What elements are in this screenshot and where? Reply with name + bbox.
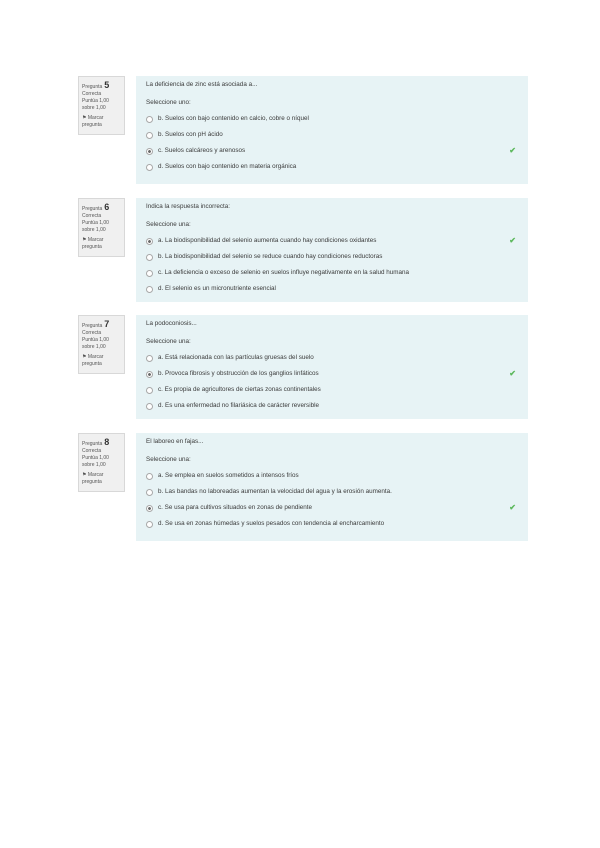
answer-option-label: d. El selenio es un micronutriente esencial <box>158 285 276 292</box>
question-content <box>136 433 528 541</box>
answer-option-label: a. La biodisponibilidad del selenio aumenta cuando hay condiciones oxidantes <box>158 237 377 244</box>
radio-button[interactable] <box>146 148 153 155</box>
answer-option[interactable] <box>146 366 520 382</box>
radio-button[interactable] <box>146 270 153 277</box>
checkmark-icon: ✔ <box>509 503 516 512</box>
question-status: Correcta <box>82 330 102 336</box>
question-text: La deficiencia de zinc está asociada a... <box>146 81 258 88</box>
answer-option-label: b. Las bandas no laboreadas aumentan la velocidad del agua y la erosión aumenta. <box>158 488 392 495</box>
radio-button[interactable] <box>146 371 153 378</box>
question-score-max: sobre 1,00 <box>82 227 106 233</box>
answer-option-label: c. Es propia de agricultores de ciertas zonas continentales <box>158 386 321 393</box>
question-content <box>136 76 528 184</box>
answer-option[interactable] <box>146 484 520 500</box>
answer-option[interactable] <box>146 382 520 398</box>
answer-option[interactable] <box>146 265 520 281</box>
flag-icon: ⚑ <box>82 237 88 243</box>
question-score: Puntúa 1,00 <box>82 220 109 226</box>
answer-prompt: Seleccione uno: <box>146 99 191 106</box>
question-text: La podoconiosis... <box>146 320 197 327</box>
answer-option[interactable] <box>146 516 520 532</box>
answer-option[interactable] <box>146 398 520 414</box>
question-label: Pregunta <box>82 84 103 90</box>
answer-prompt: Seleccione una: <box>146 456 191 463</box>
question-label: Pregunta <box>82 206 103 212</box>
question-info <box>78 315 125 374</box>
answer-prompt: Seleccione una: <box>146 338 191 345</box>
question-number: 7 <box>104 319 110 329</box>
answer-option[interactable] <box>146 249 520 265</box>
question-score: Puntúa 1,00 <box>82 455 109 461</box>
answer-option-label: d. Es una enfermedad no filariásica de carácter reversible <box>158 402 320 409</box>
radio-button[interactable] <box>146 473 153 480</box>
question-number: 6 <box>104 202 110 212</box>
answer-option[interactable] <box>146 111 520 127</box>
question-info <box>78 433 125 492</box>
radio-button[interactable] <box>146 286 153 293</box>
radio-button[interactable] <box>146 355 153 362</box>
answer-option-label: d. Se usa en zonas húmedas y suelos pesados con tendencia al encharcamiento <box>158 520 385 527</box>
checkmark-icon: ✔ <box>509 369 516 378</box>
question-number: 8 <box>104 437 110 447</box>
answer-option[interactable] <box>146 468 520 484</box>
answer-prompt: Seleccione una: <box>146 221 191 228</box>
answer-option-label: c. Se usa para cultivos situados en zonas de pendiente <box>158 504 313 511</box>
question-text: Indica la respuesta incorrecta: <box>146 203 231 210</box>
flag-question-link[interactable]: ⚑ Marcar pregunta <box>82 354 104 367</box>
answer-option[interactable] <box>146 127 520 143</box>
question-text: El laboreo en fajas... <box>146 438 204 445</box>
question-label: Pregunta <box>82 441 103 447</box>
question-info <box>78 198 125 257</box>
radio-button[interactable] <box>146 164 153 171</box>
answer-option[interactable] <box>146 233 520 249</box>
question-info <box>78 76 125 135</box>
answer-option-label: a. Se emplea en suelos sometidos a intensos fríos <box>158 472 299 479</box>
question-number: 5 <box>104 80 110 90</box>
question-content <box>136 198 528 302</box>
question-status: Correcta <box>82 213 102 219</box>
radio-button[interactable] <box>146 238 153 245</box>
radio-button[interactable] <box>146 254 153 261</box>
question-status: Correcta <box>82 91 102 97</box>
question-score-max: sobre 1,00 <box>82 462 106 468</box>
answer-option[interactable] <box>146 500 520 516</box>
answer-option-label: c. La deficiencia o exceso de selenio en suelos influye negativamente en la salud humana <box>158 269 409 276</box>
flag-question-link[interactable]: ⚑ Marcar pregunta <box>82 115 104 128</box>
answer-option-label: b. Suelos con pH ácido <box>158 131 223 138</box>
answer-option[interactable] <box>146 281 520 297</box>
radio-button[interactable] <box>146 387 153 394</box>
question-score: Puntúa 1,00 <box>82 98 109 104</box>
answer-option-label: b. Suelos con bajo contenido en calcio, cobre o níquel <box>158 115 309 122</box>
answer-option[interactable] <box>146 159 520 175</box>
radio-button[interactable] <box>146 403 153 410</box>
answer-option-label: d. Suelos con bajo contenido en materia orgánica <box>158 163 297 170</box>
radio-button[interactable] <box>146 521 153 528</box>
answer-option-label: a. Está relacionada con las partículas gruesas del suelo <box>158 354 314 361</box>
flag-icon: ⚑ <box>82 354 88 360</box>
radio-button[interactable] <box>146 489 153 496</box>
question-content <box>136 315 528 419</box>
answer-option-label: b. La biodisponibilidad del selenio se reduce cuando hay condiciones reductoras <box>158 253 383 260</box>
question-label: Pregunta <box>82 323 103 329</box>
question-score-max: sobre 1,00 <box>82 344 106 350</box>
flag-question-link[interactable]: ⚑ Marcar pregunta <box>82 237 104 250</box>
flag-question-link[interactable]: ⚑ Marcar pregunta <box>82 472 104 485</box>
checkmark-icon: ✔ <box>509 146 516 155</box>
checkmark-icon: ✔ <box>509 236 516 245</box>
flag-icon: ⚑ <box>82 472 88 478</box>
answer-option-label: b. Provoca fibrosis y obstrucción de los ganglios linfáticos <box>158 370 319 377</box>
radio-button[interactable] <box>146 505 153 512</box>
question-score: Puntúa 1,00 <box>82 337 109 343</box>
answer-option-label: c. Suelos calcáreos y arenosos <box>158 147 246 154</box>
question-status: Correcta <box>82 448 102 454</box>
radio-button[interactable] <box>146 116 153 123</box>
answer-option[interactable] <box>146 350 520 366</box>
flag-icon: ⚑ <box>82 115 88 121</box>
question-score-max: sobre 1,00 <box>82 105 106 111</box>
answer-option[interactable] <box>146 143 520 159</box>
radio-button[interactable] <box>146 132 153 139</box>
